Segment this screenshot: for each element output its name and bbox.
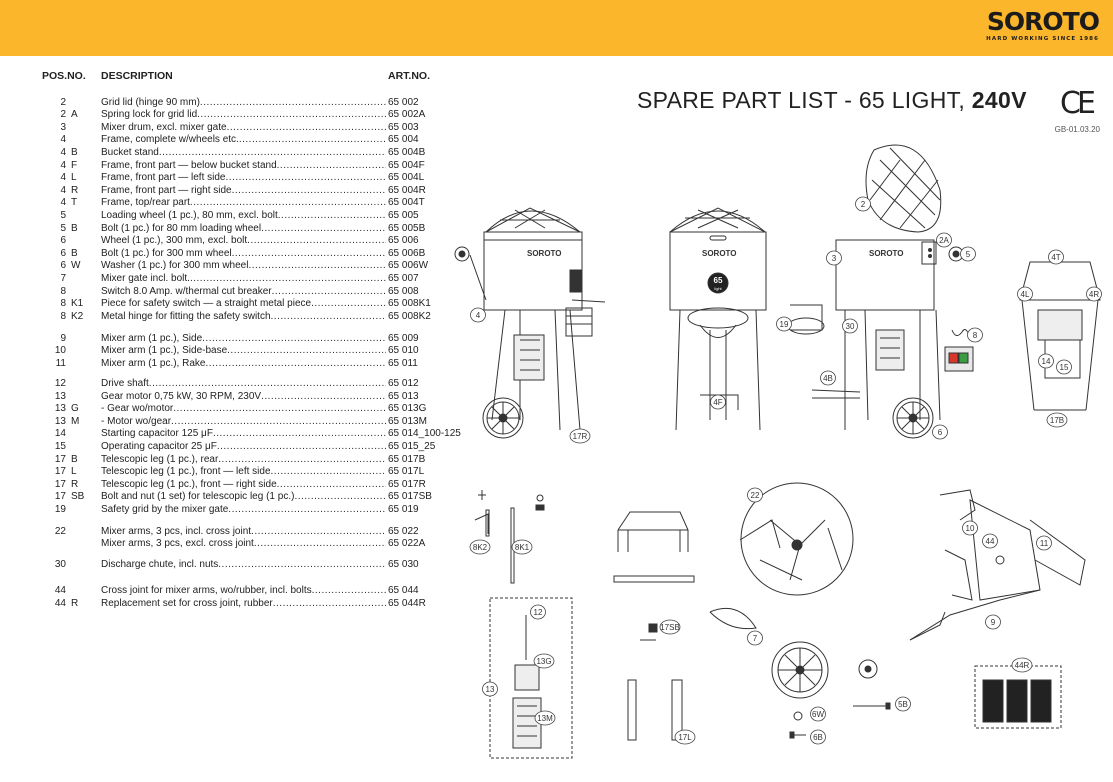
article-number: 65 044R xyxy=(388,597,426,609)
part-description: Replacement set for cross joint, rubber ..... xyxy=(101,598,386,611)
article-number: 65 017SB xyxy=(388,491,432,503)
position-number: 4 T xyxy=(60,197,78,209)
part-description: Cross joint for mixer arms, wo/rubber, incl. bolts ..... xyxy=(101,585,386,598)
part-description: Operating capacitor 25 μF ..... xyxy=(101,441,386,454)
article-number: 65 008K2 xyxy=(388,310,431,322)
description-header: DESCRIPTION xyxy=(101,70,173,82)
callout-label: 13M xyxy=(537,714,553,723)
part-description: Mixer arm (1 pc.), Rake ..... xyxy=(101,358,386,371)
callout-label: 4F xyxy=(713,398,723,407)
callout-label: 44R xyxy=(1014,661,1030,670)
position-number: 4 B xyxy=(60,146,78,158)
callout-label: 8K2 xyxy=(472,543,488,552)
position-number: 12 xyxy=(54,377,66,389)
brand-name: SOROTO xyxy=(986,7,1099,36)
position-number: 17 L xyxy=(54,466,77,478)
part-description: Frame, front part — left side ..... xyxy=(101,172,386,185)
part-description: Spring lock for grid lid ..... xyxy=(101,109,386,122)
rubber-set xyxy=(975,666,1061,728)
part-description: Loading wheel (1 pc.), 80 mm, excl. bolt ..... xyxy=(101,210,386,223)
article-number: 65 004 xyxy=(388,134,419,146)
part-description: Mixer arms, 3 pcs, excl. cross joint ..... xyxy=(101,538,386,551)
position-number: 10 xyxy=(54,345,66,357)
callout-label: 7 xyxy=(752,634,758,643)
article-number: 65 009 xyxy=(388,332,419,344)
position-number: 4 L xyxy=(60,172,77,184)
part-description: Mixer arms, 3 pcs, incl. cross joint ..... xyxy=(101,526,386,539)
article-number: 65 022A xyxy=(388,538,426,550)
position-number: 4 xyxy=(60,134,66,146)
article-number: 65 030 xyxy=(388,558,419,570)
part-description: Mixer drum, excl. mixer gate ..... xyxy=(101,122,386,135)
part-description: Bolt and nut (1 set) for telescopic leg (1 pc.) ..... xyxy=(101,491,386,504)
part-description: Grid lid (hinge 90 mm) ..... xyxy=(101,97,386,110)
callout-label: 4B xyxy=(823,374,833,383)
badge-sub: light xyxy=(714,286,722,291)
callout-label: 3 xyxy=(831,254,837,263)
position-number: 6 B xyxy=(60,247,78,259)
part-description: Telescopic leg (1 pc.), front — right side ..... xyxy=(101,479,386,492)
article-number: 65 017L xyxy=(388,466,425,478)
article-number: 65 006W xyxy=(388,260,429,272)
position-number: 13 M xyxy=(54,415,80,427)
callout-label: 14 xyxy=(1041,357,1051,366)
part-description: Washer (1 pc.) for 300 mm wheel ..... xyxy=(101,260,386,273)
part-description: Wheel (1 pc.), 300 mm, excl. bolt ..... xyxy=(101,235,386,248)
article-number: 65 014_100-125 xyxy=(388,428,461,440)
article-number: 65 044 xyxy=(388,584,419,596)
callout-label: 4T xyxy=(1051,253,1061,262)
part-description: - Gear wo/motor ..... xyxy=(101,403,386,416)
part-description: Frame, top/rear part ..... xyxy=(101,197,386,210)
ce-mark: CE xyxy=(1060,86,1092,121)
article-number: 65 013M xyxy=(388,415,427,427)
part-description: Frame, front part — below bucket stand ..... xyxy=(101,160,386,173)
callout-label: 4L xyxy=(1020,290,1030,299)
title-voltage: 240V xyxy=(971,87,1027,113)
article-number: 65 006 xyxy=(388,235,419,247)
callout-label: 12 xyxy=(533,608,543,617)
part-description: Piece for safety switch — a straight metal piece ..... xyxy=(101,298,386,311)
position-number: 44 xyxy=(54,584,66,596)
article-number: 65 002 xyxy=(388,96,419,108)
position-number: 13 G xyxy=(54,403,79,415)
position-number: 6 W xyxy=(60,260,81,272)
position-number: 13 xyxy=(54,390,66,402)
callout-label: 2A xyxy=(939,236,949,245)
drum-logo-1: SOROTO xyxy=(527,249,562,258)
article-number: 65 017R xyxy=(388,478,426,490)
article-header: ART.NO. xyxy=(388,70,430,82)
article-number: 65 017B xyxy=(388,453,426,465)
part-description: Bucket stand ..... xyxy=(101,147,386,160)
part-description: Drive shaft ..... xyxy=(101,378,386,391)
callout-label: 17SB xyxy=(660,623,680,632)
position-number: 9 xyxy=(60,332,66,344)
position-number: 4 R xyxy=(60,184,79,196)
position-number: 8 xyxy=(60,285,66,297)
article-number: 65 008 xyxy=(388,285,419,297)
article-number: 65 012 xyxy=(388,377,419,389)
callout-label: 10 xyxy=(965,524,975,533)
position-number: 11 xyxy=(55,357,66,369)
article-number: 65 004R xyxy=(388,184,426,196)
part-description: Discharge chute, incl. nuts ..... xyxy=(101,559,386,572)
callout-label: 2 xyxy=(860,200,866,209)
article-number: 65 005B xyxy=(388,222,426,234)
article-number: 65 007 xyxy=(388,272,419,284)
position-number: 17 SB xyxy=(54,491,85,503)
article-number: 65 004L xyxy=(388,172,425,184)
part-description: Telescopic leg (1 pc.), front — left side ..... xyxy=(101,466,386,479)
article-number: 65 004B xyxy=(388,146,426,158)
part-description: Mixer arm (1 pc.), Side ..... xyxy=(101,333,386,346)
callout-label: 4R xyxy=(1088,290,1100,299)
article-number: 65 004T xyxy=(388,197,425,209)
position-number: 19 xyxy=(54,503,66,515)
article-number: 65 022 xyxy=(388,525,419,537)
part-description: Switch 8.0 Amp. w/thermal cut breaker ..... xyxy=(101,286,386,299)
callout-label: 44 xyxy=(985,537,995,546)
part-description: Telescopic leg (1 pc.), rear ..... xyxy=(101,454,386,467)
position-number: 6 xyxy=(60,235,66,247)
part-description: - Motor wo/gear ..... xyxy=(101,416,386,429)
callout-label: 17R xyxy=(572,432,588,441)
position-number: 22 xyxy=(54,525,66,537)
callout-label: 13 xyxy=(485,685,495,694)
callout-label: 6B xyxy=(813,733,823,742)
brand-tagline: HARD WORKING SINCE 1986 xyxy=(986,36,1099,42)
callout-label: 4 xyxy=(475,311,481,320)
pos-header: POS.NO. xyxy=(42,70,86,82)
document-id: GB-01.03.20 xyxy=(1054,125,1100,134)
position-number: 5 B xyxy=(60,222,78,234)
callout-label: 17B xyxy=(1049,416,1065,425)
article-number: 65 019 xyxy=(388,503,419,515)
callout-label: 19 xyxy=(779,320,789,329)
article-number: 65 008K1 xyxy=(388,298,431,310)
callout-label: 9 xyxy=(990,618,996,627)
part-description: Starting capacitor 125 μF ..... xyxy=(101,428,386,441)
position-number: 3 xyxy=(60,121,66,133)
callout-label: 8K1 xyxy=(514,543,530,552)
mixer-rear-view xyxy=(1020,262,1100,410)
position-number: 2 A xyxy=(60,109,78,121)
position-number: 8 K2 xyxy=(60,310,84,322)
position-number: 17 B xyxy=(54,453,78,465)
part-description: Bolt (1 pc.) for 300 mm wheel ..... xyxy=(101,248,386,261)
callout-label: 11 xyxy=(1039,539,1049,548)
article-number: 65 002A xyxy=(388,109,426,121)
callout-label: 6W xyxy=(812,710,824,719)
callout-label: 6 xyxy=(937,428,943,437)
mixer-lid-open-view xyxy=(788,145,963,438)
position-number: 2 xyxy=(60,96,66,108)
mixer-side-view-1 xyxy=(455,208,605,438)
callout-label: 17L xyxy=(678,733,692,742)
position-number: 14 xyxy=(54,428,66,440)
part-description: Metal hinge for fitting the safety switch ..... xyxy=(101,311,386,324)
article-number: 65 013 xyxy=(388,390,419,402)
title-main: SPARE PART LIST - 65 LIGHT, xyxy=(637,87,966,113)
position-number: 30 xyxy=(54,558,66,570)
article-number: 65 003 xyxy=(388,121,419,133)
article-number: 65 006B xyxy=(388,247,426,259)
part-description: Mixer gate incl. bolt. ..... xyxy=(101,273,386,286)
part-description: Frame, front part — right side ..... xyxy=(101,185,386,198)
drum-logo-3: SOROTO xyxy=(869,249,904,258)
article-number: 65 004F xyxy=(388,159,425,171)
callout-label: 13G xyxy=(536,657,552,666)
part-description: Gear motor 0,75 kW, 30 RPM, 230V ..... xyxy=(101,391,386,404)
callout-label: 30 xyxy=(845,322,855,331)
part-description: Safety grid by the mixer gate ..... xyxy=(101,504,386,517)
callout-label: 8 xyxy=(972,331,978,340)
position-number: 15 xyxy=(54,440,66,452)
article-number: 65 013G xyxy=(388,403,427,415)
callout-label: 22 xyxy=(750,491,760,500)
callout-label: 15 xyxy=(1059,363,1069,372)
article-number: 65 005 xyxy=(388,209,419,221)
position-number: 8 K1 xyxy=(60,298,84,310)
callout-label: 5B xyxy=(898,700,908,709)
position-number: 17 R xyxy=(54,478,79,490)
position-number: 44 R xyxy=(54,597,79,609)
part-description: Bolt (1 pc.) for 80 mm loading wheel ..... xyxy=(101,223,386,236)
part-description: Frame, complete w/wheels etc. ..... xyxy=(101,134,386,147)
position-number: 4 F xyxy=(60,159,78,171)
position-number: 7 xyxy=(60,272,66,284)
article-number: 65 010 xyxy=(388,345,419,357)
article-number: 65 011 xyxy=(388,357,418,369)
part-description: Mixer arm (1 pc.), Side-base ..... xyxy=(101,345,386,358)
article-number: 65 015_25 xyxy=(388,440,436,452)
callout-label: 5 xyxy=(965,250,971,259)
drum-logo-2: SOROTO xyxy=(702,249,737,258)
position-number: 5 xyxy=(60,209,66,221)
badge-model: 65 xyxy=(713,276,723,285)
